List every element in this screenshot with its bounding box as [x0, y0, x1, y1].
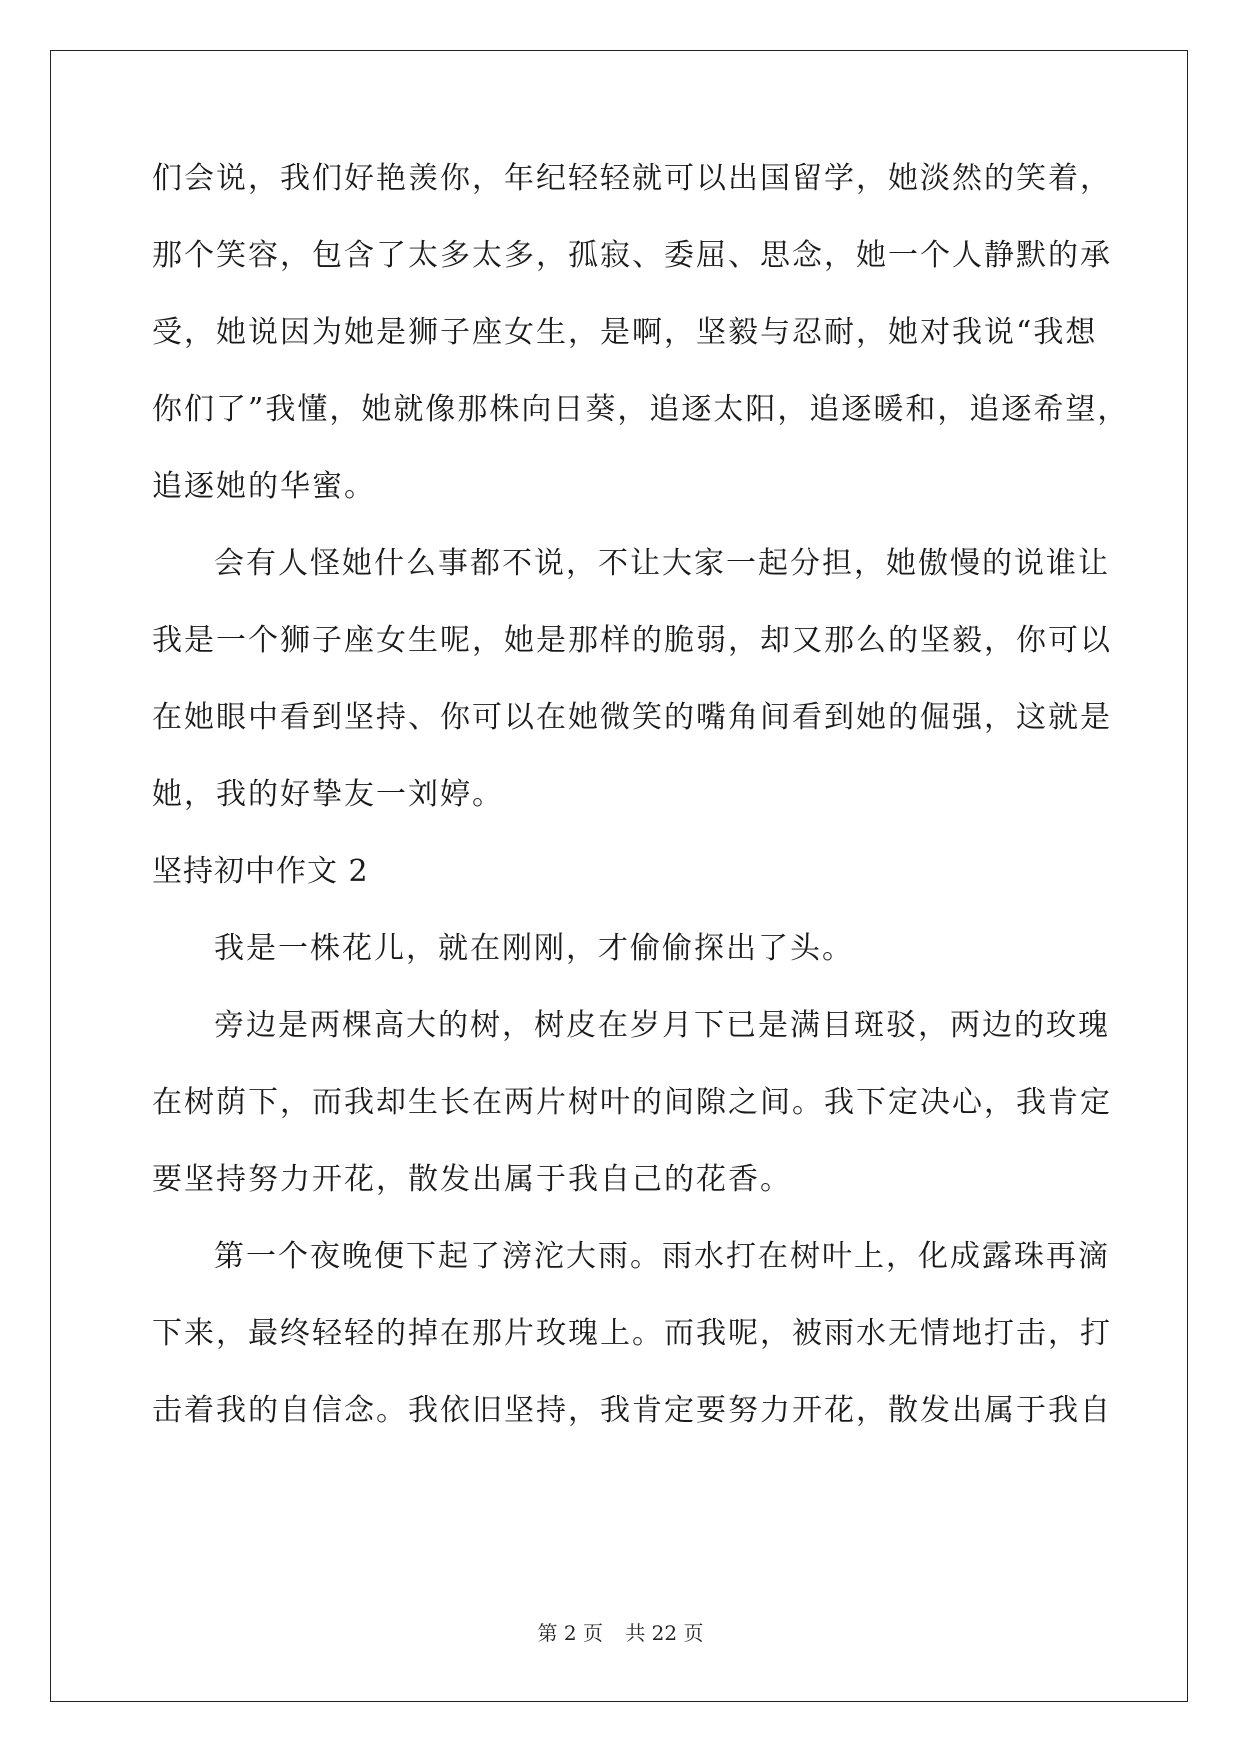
paragraph-start-line: 旁边是两棵高大的树，树皮在岁月下已是满目斑驳，两边的玫瑰 — [214, 1008, 1110, 1043]
text-line: 我是一个狮子座女生呢，她是那样的脆弱，却又那么的坚毅，你可以 — [152, 623, 1112, 658]
text-line: 她，我的好挚友一刘婷。 — [152, 777, 504, 812]
text-line: 在她眼中看到坚持、你可以在她微笑的嘴角间看到她的倔强，这就是 — [152, 700, 1112, 735]
text-line: 在树荫下，而我却生长在两片树叶的间隙之间。我下定决心，我肯定 — [152, 1085, 1112, 1120]
page-total: 共 22 页 — [625, 1621, 704, 1645]
text-line: 追逐她的华蜜。 — [152, 469, 376, 504]
section-heading: 坚持初中作文 2 — [152, 854, 369, 889]
paragraph-start-line: 第一个夜晚便下起了滂沱大雨。雨水打在树叶上，化成露珠再滴 — [214, 1239, 1110, 1274]
paragraph-start-line: 我是一株花儿，就在刚刚，才偷偷探出了头。 — [214, 931, 854, 966]
page-footer — [0, 1617, 1241, 1646]
page-number: 第 2 页 — [537, 1621, 603, 1645]
text-line: 们会说，我们好艳羡你，年纪轻轻就可以出国留学，她淡然的笑着， — [152, 161, 1112, 196]
text-line: 受，她说因为她是狮子座女生，是啊，坚毅与忍耐，她对我说“我想 — [152, 315, 1098, 350]
text-line: 那个笑容，包含了太多太多，孤寂、委屈、思念，她一个人静默的承 — [152, 238, 1112, 273]
paragraph-start-line: 会有人怪她什么事都不说，不让大家一起分担，她傲慢的说谁让 — [214, 546, 1110, 581]
document-body — [152, 140, 1130, 1449]
text-line: 击着我的自信念。我依旧坚持，我肯定要努力开花，散发出属于我自 — [152, 1393, 1112, 1428]
text-line: 下来，最终轻轻的掉在那片玫瑰上。而我呢，被雨水无情地打击，打 — [152, 1316, 1112, 1351]
text-line: 要坚持努力开花，散发出属于我自己的花香。 — [152, 1162, 792, 1197]
text-line: 你们了”我懂，她就像那株向日葵，追逐太阳，追逐暖和，追逐希望， — [152, 392, 1130, 427]
